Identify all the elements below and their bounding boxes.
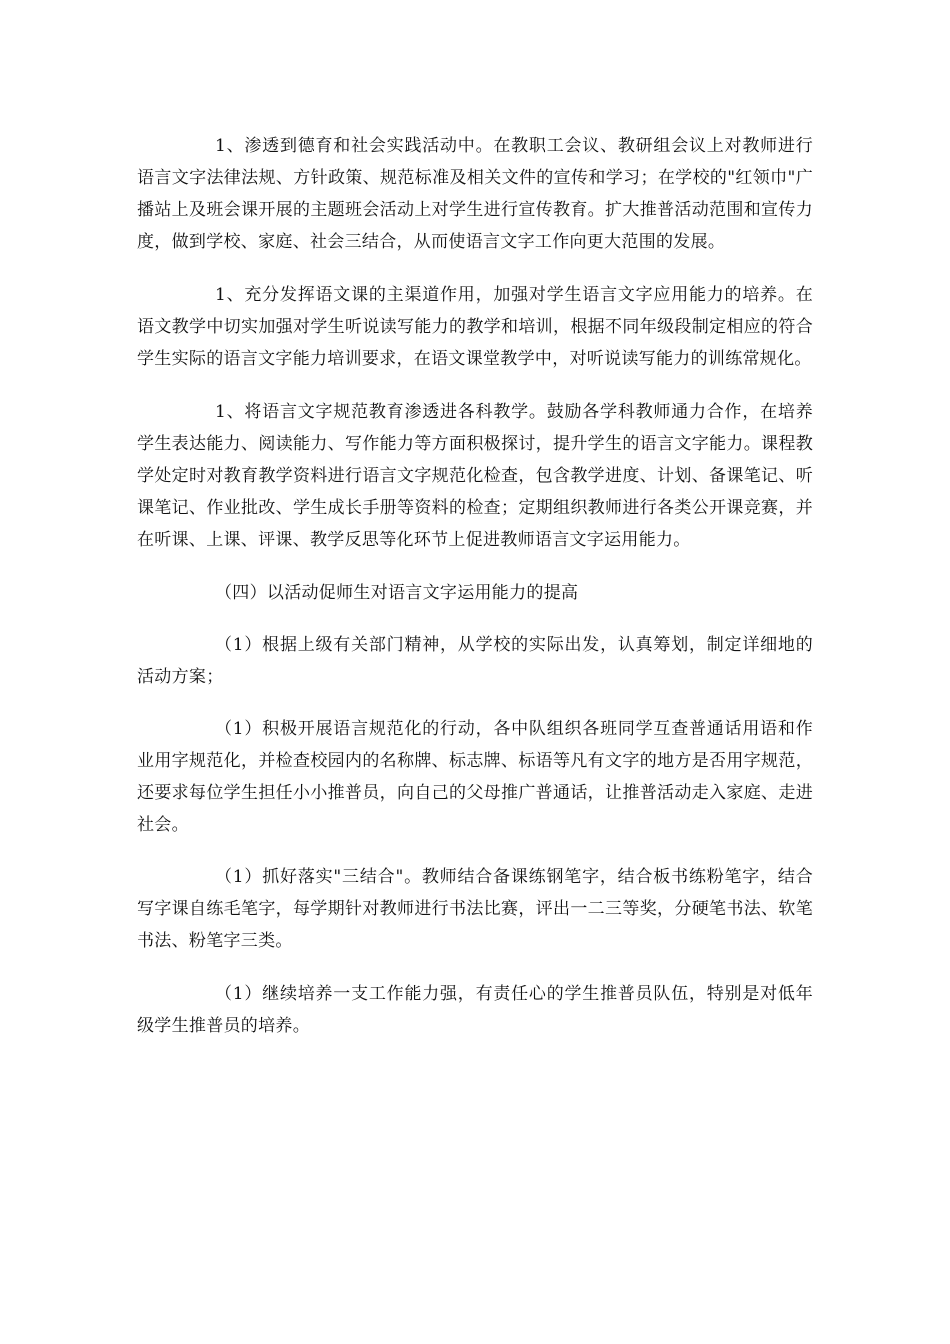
- document-body: [137, 130, 813, 1042]
- paragraph-standardization-action: （1）积极开展语言规范化的行动，各中队组织各班同学互查普通话用语和作业用字规范化，并检查校园内的名称牌、标志牌、标语等凡有文字的地方是否用字规范，还要求每位学生担任小小推普员，向自己的父母推广普通话，让推普活动走入家庭、走进社会。: [137, 719, 813, 835]
- paragraph-three-combinations: （1）抓好落实"三结合"。教师结合备课练钢笔字，结合板书练粉笔字，结合写字课自练毛笔字，每学期针对教师进行书法比赛，评出一二三等奖，分硬笔书法、软笔书法、粉笔字三类。: [137, 867, 813, 951]
- section-heading-activities: （四）以活动促师生对语言文字运用能力的提高: [215, 583, 579, 603]
- paragraph-promoter-team: （1）继续培养一支工作能力强，有责任心的学生推普员队伍，特别是对低年级学生推普员的培养。: [137, 984, 813, 1036]
- paragraph-subject-teaching: 1、将语言文字规范教育渗透进各科教学。鼓励各学科教师通力合作，在培养学生表达能力、阅读能力、写作能力等方面积极探讨，提升学生的语言文字能力。课程教学处定时对教育教学资料进行语言文字规范化检查，包含教学进度、计划、备课笔记、听课笔记、作业批改、学生成长手册等资料的检查；定期组织教师进行各类公开课竞赛，并在听课、上课、评课、教学反思等化环节上促进教师语言文字运用能力。: [137, 402, 813, 550]
- paragraph-chinese-class: 1、充分发挥语文课的主渠道作用，加强对学生语言文字应用能力的培养。在语文教学中切实加强对学生听说读写能力的教学和培训，根据不同年级段制定相应的符合学生实际的语言文字能力培训要求，在语文课堂教学中，对听说读写能力的训练常规化。: [137, 285, 813, 369]
- paragraph-activity-plan: （1）根据上级有关部门精神，从学校的实际出发，认真筹划，制定详细地的活动方案；: [137, 635, 813, 687]
- paragraph-moral-education: 1、渗透到德育和社会实践活动中。在教职工会议、教研组会议上对教师进行语言文字法律法规、方针政策、规范标准及相关文件的宣传和学习；在学校的"红领巾"广播站上及班会课开展的主题班会活动上对学生进行宣传教育。扩大推普活动范围和宣传力度，做到学校、家庭、社会三结合，从而使语言文字工作向更大范围的发展。: [137, 136, 813, 252]
